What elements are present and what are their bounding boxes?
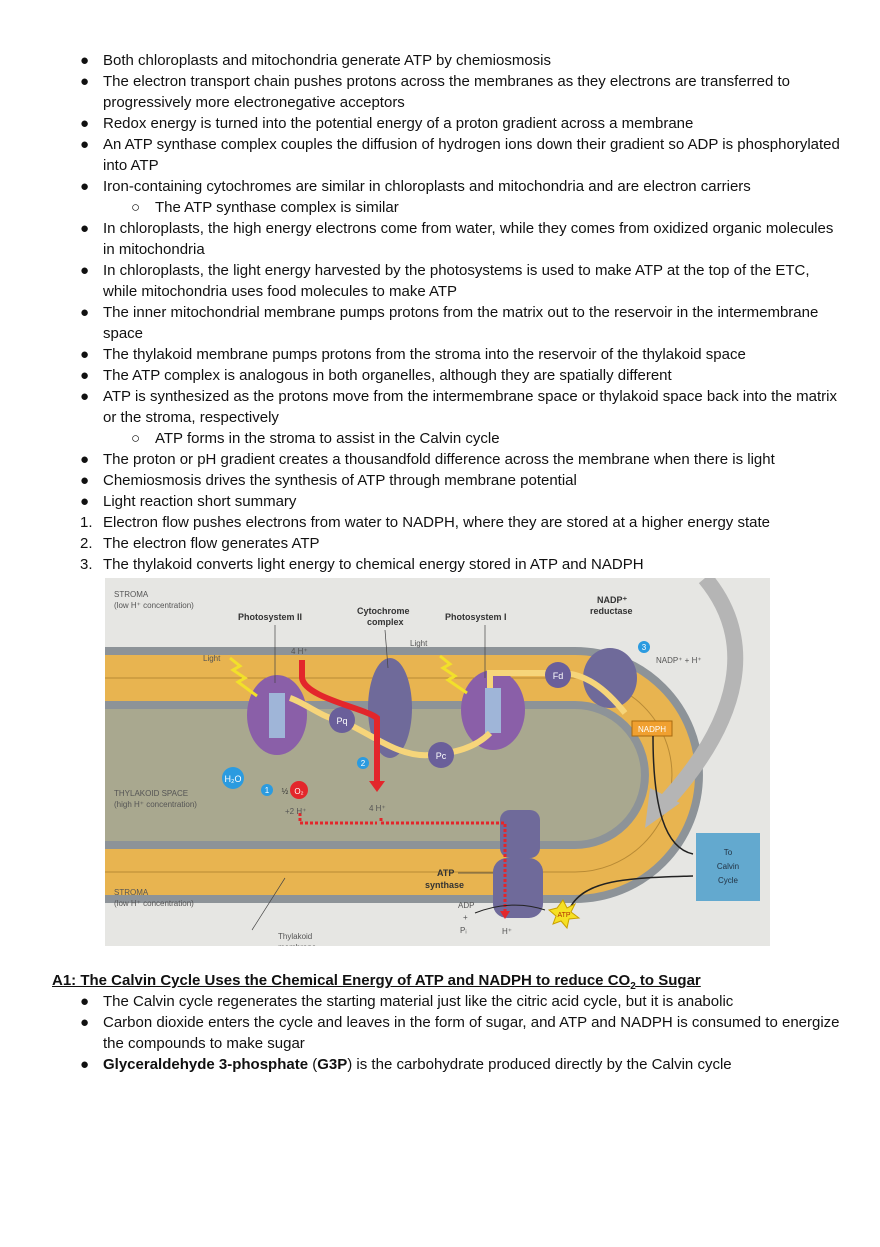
svg-text:+: + (463, 913, 468, 922)
svg-text:STROMA: STROMA (114, 590, 149, 599)
bullet-marker: ● (80, 367, 90, 384)
list-item (0, 176, 880, 197)
svg-text:ADP: ADP (458, 901, 475, 910)
list-item-text: The electron transport chain pushes protons across the membranes as they electrons are transferred to progressively more electronegative acceptors (103, 73, 791, 111)
number-marker: 3. (80, 556, 93, 573)
bullet-marker: ● (80, 1014, 90, 1031)
bullet-marker: ● (80, 346, 90, 363)
svg-text:reductase: reductase (590, 606, 633, 616)
svg-text:1: 1 (264, 786, 270, 795)
svg-text:STROMA: STROMA (114, 888, 149, 897)
svg-text:complex: complex (367, 617, 404, 627)
list-item-text: Electron flow pushes electrons from water to NADPH, where they are stored at a higher energy state (103, 514, 770, 531)
list-item (0, 491, 880, 512)
svg-text:Calvin: Calvin (716, 862, 740, 871)
svg-text:THYLAKOID SPACE: THYLAKOID SPACE (114, 789, 189, 798)
svg-text:Pᵢ: Pᵢ (460, 926, 467, 935)
list-item (0, 134, 880, 176)
list-item-text: In chloroplasts, the high energy electrons come from water, while they comes from oxidized organic molecules in mitochondria (103, 220, 834, 258)
bullet-marker: ● (80, 220, 90, 237)
bullet-marker: ● (80, 1056, 90, 1073)
list-item (0, 991, 880, 1012)
bullet-marker: ○ (131, 199, 141, 216)
bullet-marker: ● (80, 493, 90, 510)
list-item (0, 71, 880, 113)
bullet-marker: ● (80, 993, 90, 1010)
list-item-text: The ATP synthase complex is similar (155, 199, 399, 216)
svg-text:membrane (278, 943, 317, 946)
bullet-marker: ● (80, 73, 90, 90)
list-item-text: The thylakoid membrane pumps protons from the stroma into the reservoir of the thylakoid space (103, 346, 746, 363)
list-item-text: ATP forms in the stroma to assist in the Calvin cycle (155, 430, 500, 447)
list-item-text: Light reaction short summary (103, 493, 297, 510)
svg-text:NADP⁺: NADP⁺ (597, 595, 628, 605)
calvin-list (0, 991, 880, 1075)
numbered-item (0, 512, 880, 533)
list-item-text: Iron-containing cytochromes are similar in chloroplasts and mitochondria and are electron carriers (103, 178, 751, 195)
sub-list-item (0, 197, 880, 218)
svg-text:4 H⁺: 4 H⁺ (369, 804, 386, 813)
svg-text:Thylakoid: Thylakoid (278, 932, 313, 941)
list-item-text: The inner mitochondrial membrane pumps protons from the matrix out to the reservoir in the intermembrane space (103, 304, 819, 342)
svg-text:(low H⁺ concentration): (low H⁺ concentration) (114, 899, 194, 908)
number-marker: 1. (80, 514, 93, 531)
list-item-text: The electron flow generates ATP (103, 535, 320, 552)
bullet-marker: ● (80, 136, 90, 153)
list-item (0, 344, 880, 365)
list-item-text: The thylakoid converts light energy to chemical energy stored in ATP and NADPH (103, 556, 644, 573)
list-item-text: Redox energy is turned into the potential energy of a proton gradient across a membrane (103, 115, 694, 132)
atp-synthase (493, 858, 543, 918)
svg-text:O₂: O₂ (294, 787, 304, 796)
list-item (0, 218, 880, 260)
list-item-text: Carbon dioxide enters the cycle and leaves in the form of sugar, and ATP and NADPH is consumed to energize the compounds to make sugar (103, 1014, 840, 1052)
bullet-marker: ● (80, 115, 90, 132)
svg-text:NADPH: NADPH (637, 725, 667, 734)
svg-text:Pq: Pq (336, 716, 348, 726)
svg-text:To: To (723, 848, 733, 857)
list-item-text: The ATP complex is analogous in both organelles, although they are spatially different (103, 367, 672, 384)
list-item (0, 260, 880, 302)
list-item-text: Chemiosmosis drives the synthesis of ATP through membrane potential (103, 472, 577, 489)
svg-text:Light: Light (203, 654, 221, 663)
list-item (0, 386, 880, 428)
bullet-marker: ● (80, 388, 90, 405)
svg-text:NADP⁺ + H⁺: NADP⁺ + H⁺ (656, 656, 702, 665)
g3p-term: Glyceraldehyde 3-phosphate (103, 1056, 309, 1073)
list-item-text: The proton or pH gradient creates a thousandfold difference across the membrane when there is light (103, 451, 775, 468)
number-marker: 2. (80, 535, 93, 552)
list-item (0, 470, 880, 491)
section-heading: A1: The Calvin Cycle Uses the Chemical Energy of ATP and NADPH to reduce $CO_2$ to Sugar (52, 972, 701, 992)
list-item (0, 113, 880, 134)
list-item-text: The Calvin cycle regenerates the starting material just like the citric acid cycle, but it is anabolic (103, 993, 734, 1010)
svg-text:+2 H⁺: +2 H⁺ (285, 807, 307, 816)
svg-text:(low H⁺ concentration): (low H⁺ concentration) (114, 601, 194, 610)
list-item (0, 365, 880, 386)
list-item (0, 50, 880, 71)
numbered-item (0, 554, 880, 575)
list-item (0, 302, 880, 344)
list-item-text: Both chloroplasts and mitochondria generate ATP by chemiosmosis (103, 52, 552, 69)
light-reactions-diagram (105, 578, 770, 946)
svg-text:Pc: Pc (435, 751, 447, 761)
list-item (0, 449, 880, 470)
svg-text:3: 3 (641, 643, 647, 652)
svg-text:Photosystem I: Photosystem I (445, 612, 507, 622)
svg-text:synthase: synthase (425, 880, 465, 890)
svg-text:2: 2 (360, 759, 366, 768)
svg-text:ATP: ATP (437, 868, 455, 878)
g3p-abbrev: G3P (317, 1056, 348, 1073)
svg-text:Cycle: Cycle (717, 876, 739, 885)
list-item (0, 1012, 880, 1054)
svg-text:Cytochrome: Cytochrome (357, 606, 410, 616)
svg-text:Photosystem II: Photosystem II (238, 612, 303, 622)
list-item-text: ATP is synthesized as the protons move from the intermembrane space or thylakoid space back into the matrix or the stroma, respectively (103, 388, 837, 426)
bullet-marker: ● (80, 52, 90, 69)
notes-list (0, 50, 880, 575)
list-item-text: In chloroplasts, the light energy harvested by the photosystems is used to make ATP at the top of the ETC, while mitochondria uses food molecules to make ATP (103, 262, 810, 300)
bullet-marker: ○ (131, 430, 141, 447)
numbered-item (0, 533, 880, 554)
bullet-marker: ● (80, 262, 90, 279)
svg-text:½: ½ (281, 787, 289, 796)
svg-text:H⁺: H⁺ (502, 927, 512, 936)
list-item: ● Glyceraldehyde 3-phosphate (G3P) is the carbohydrate produced directly by the Calvin cycle (80, 1056, 732, 1073)
svg-text:Fd: Fd (552, 671, 564, 681)
svg-text:4 H⁺: 4 H⁺ (291, 647, 308, 656)
svg-text:ATP: ATP (557, 912, 571, 919)
sub-list-item (0, 428, 880, 449)
bullet-marker: ● (80, 451, 90, 468)
bullet-marker: ● (80, 304, 90, 321)
bullet-marker: ● (80, 472, 90, 489)
svg-text:H₂O: H₂O (224, 774, 242, 784)
svg-text:Light: Light (410, 639, 428, 648)
diagram-svg (105, 578, 770, 946)
list-item-text: An ATP synthase complex couples the diffusion of hydrogen ions down their gradient so ADP is phosphorylated into ATP (103, 136, 840, 174)
bullet-marker: ● (80, 178, 90, 195)
svg-text:(high H⁺ concentration): (high H⁺ concentration) (114, 800, 197, 809)
